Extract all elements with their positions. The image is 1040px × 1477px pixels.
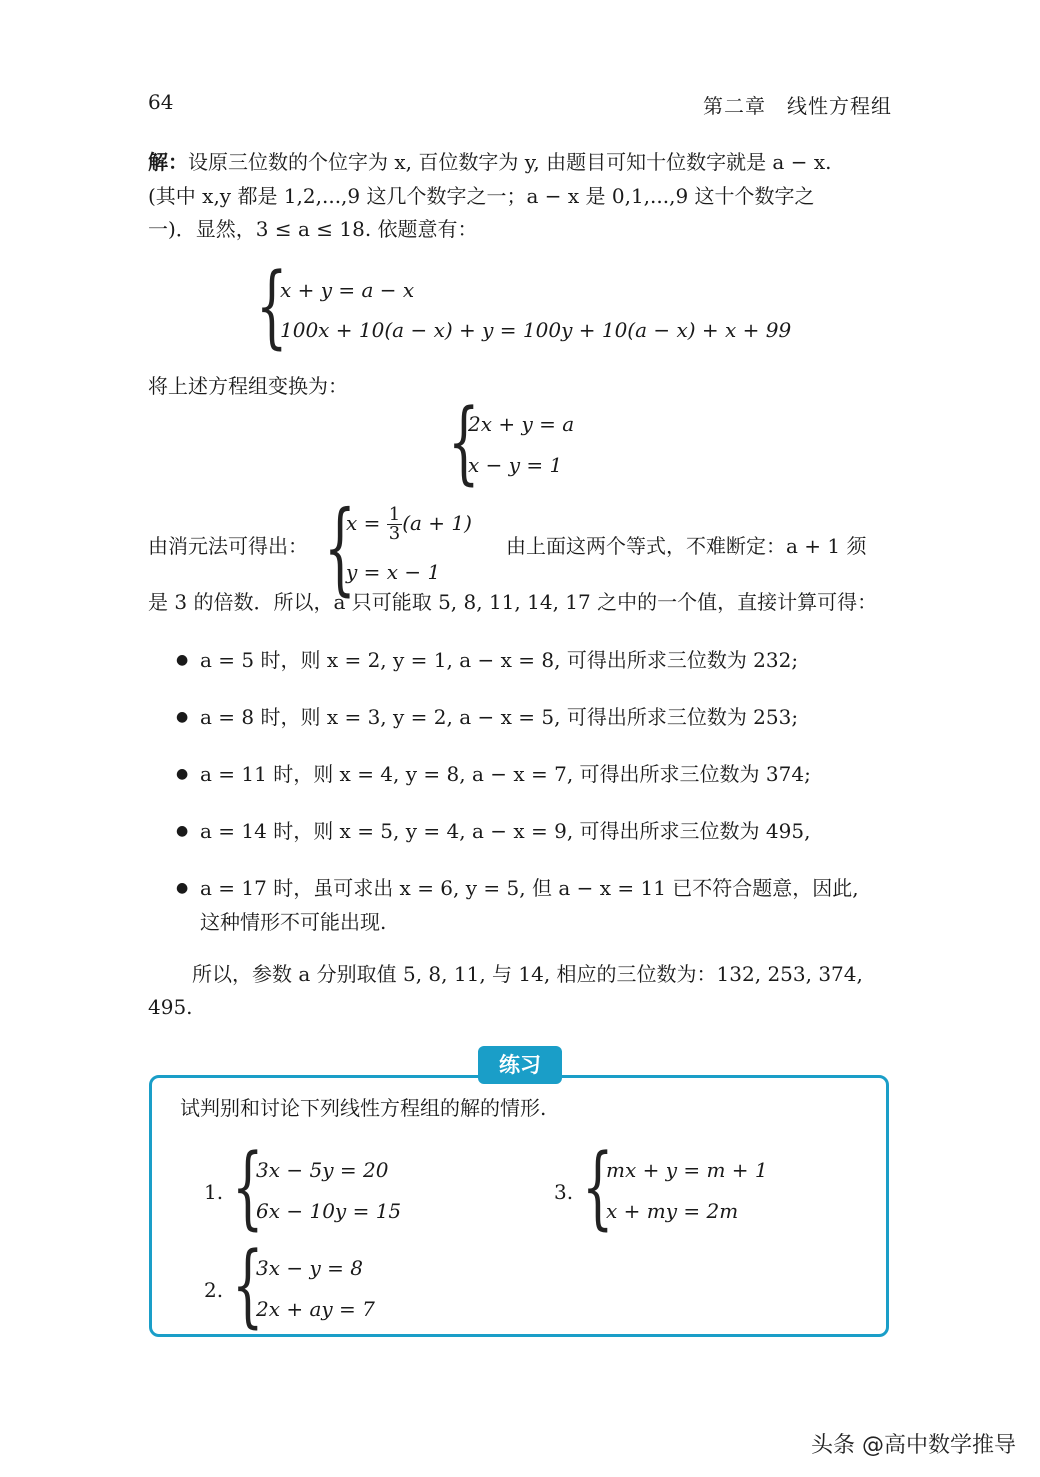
problem-1-eq2: 6x − 10y = 15 (256, 1199, 402, 1223)
case-item-continuation: 这种情形不可能出现. (200, 910, 387, 934)
problem-3-eq1: mx + y = m + 1 (606, 1158, 768, 1182)
problem-3-eq2: x + my = 2m (606, 1199, 739, 1223)
case-item: a = 14 时，则 x = 5, y = 4, a − x = 9, 可得出所求三位数为 495, (200, 819, 811, 843)
left-brace: { (448, 390, 480, 495)
practice-tab: 练习 (478, 1046, 562, 1084)
system2-eq2: x − y = 1 (468, 453, 563, 477)
elimination-eq2: y = x − 1 (346, 560, 441, 584)
fraction-denominator: 3 (388, 523, 401, 544)
conclusion-line-1: 所以，参数 a 分别取值 5, 8, 11, 与 14, 相应的三位数为：132, 253, 374, (192, 962, 863, 986)
elimination-line-2: 是 3 的倍数．所以，a 只可能取 5, 8, 11, 14, 17 之中的一个值，直接计算可得： (148, 590, 878, 614)
left-brace: { (324, 489, 356, 606)
problem-2-eq2: 2x + ay = 7 (256, 1297, 375, 1321)
page-number: 64 (148, 90, 174, 114)
solution-label: 解： (148, 150, 188, 174)
problem-1-eq1: 3x − 5y = 20 (256, 1158, 389, 1182)
watermark: 头条 @高中数学推导 (811, 1433, 1016, 1458)
conclusion-line-2: 495. (148, 995, 193, 1019)
case-item: a = 17 时，虽可求出 x = 6, y = 5, 但 a − x = 11 已不符合题意，因此, (200, 876, 859, 900)
bullet-icon: ● (176, 823, 189, 839)
system1-eq1: x + y = a − x (280, 278, 415, 302)
solution-line-3: 一)．显然，3 ≤ a ≤ 18. 依题意有： (148, 217, 478, 241)
chapter-title: 第二章 线性方程组 (703, 94, 892, 118)
system2-eq1: 2x + y = a (468, 412, 575, 436)
elimination-prefix: 由消元法可得出： (148, 534, 308, 558)
elimination-suffix: 由上面这两个等式，不难断定：a + 1 须 (506, 534, 867, 558)
bullet-icon: ● (176, 766, 189, 782)
solution-line-1 (148, 146, 831, 179)
eq1-left: x = (346, 511, 381, 535)
problem-2-eq1: 3x − y = 8 (256, 1256, 363, 1280)
system1-eq2: 100x + 10(a − x) + y = 100y + 10(a − x) + x + 99 (280, 318, 792, 342)
bullet-icon: ● (176, 652, 189, 668)
case-item: a = 11 时，则 x = 4, y = 8, a − x = 7, 可得出所求三位数为 374; (200, 762, 811, 786)
problem-number: 2. (204, 1278, 224, 1302)
solution-line-2: (其中 x,y 都是 1,2,...,9 这几个数字之一；a − x 是 0,1,...,9 这十个数字之 (148, 184, 815, 208)
problem-number: 3. (554, 1180, 574, 1204)
fraction-numerator: 1 (388, 504, 401, 525)
left-brace: { (232, 1135, 264, 1240)
solution-text-1: 设原三位数的个位字为 x, 百位数字为 y, 由题目可知十位数字就是 a − x. (188, 150, 832, 174)
elimination-eq1 (346, 506, 472, 543)
left-brace: { (232, 1233, 264, 1338)
bullet-icon: ● (176, 709, 189, 725)
transform-text: 将上述方程组变换为： (148, 374, 348, 398)
bullet-icon: ● (176, 880, 189, 896)
left-brace: { (582, 1135, 614, 1240)
left-brace: { (256, 254, 288, 359)
eq1-right: (a + 1) (402, 511, 472, 535)
fraction (387, 506, 402, 543)
practice-prompt: 试判别和讨论下列线性方程组的解的情形. (180, 1096, 547, 1120)
problem-number: 1. (204, 1180, 224, 1204)
case-item: a = 8 时，则 x = 3, y = 2, a − x = 5, 可得出所求三位数为 253; (200, 705, 799, 729)
case-item: a = 5 时，则 x = 2, y = 1, a − x = 8, 可得出所求三位数为 232; (200, 648, 799, 672)
